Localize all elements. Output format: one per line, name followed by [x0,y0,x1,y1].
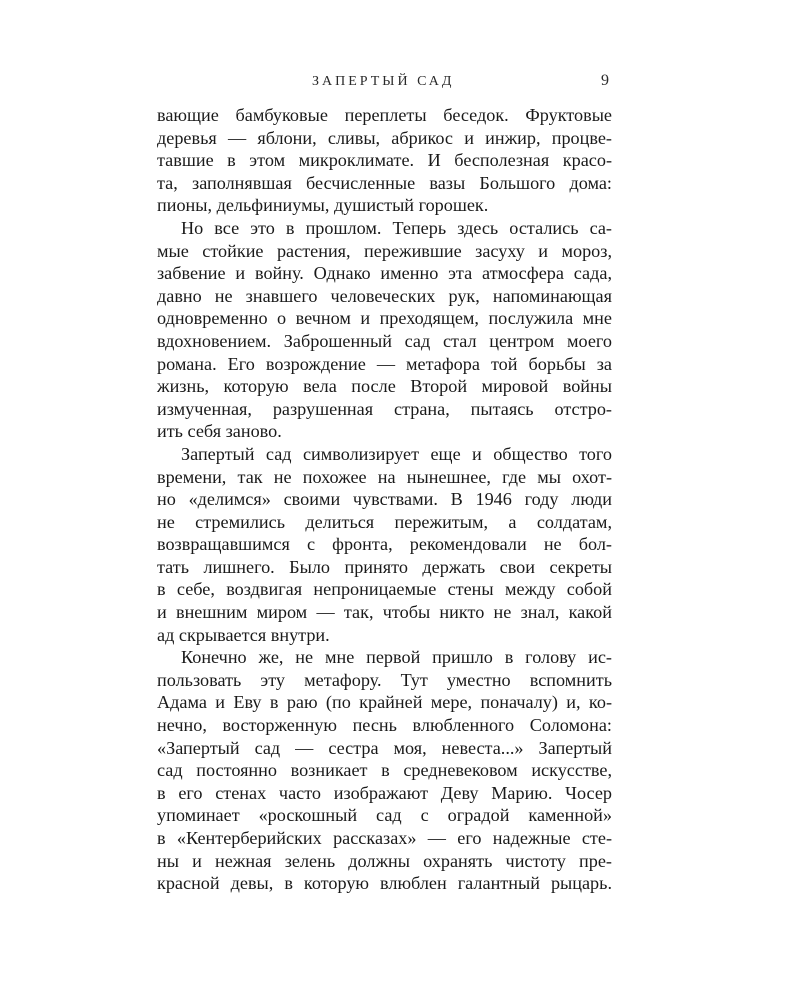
text-line: в его стенах часто изображают Деву Марию. Чосер [157,782,612,803]
text-line: забвение и войну. Однако именно эта атмосфера сада, [157,263,612,284]
text-line: упоминает «роскошный сад с оградой каменной» [157,805,612,826]
text-line: не стремились делиться пережитым, а солдатам, [157,511,612,532]
page-number: 9 [601,72,609,89]
text-line: ад скрывается внутри. [157,624,330,645]
text-line: Адама и Еву в раю (по крайней мере, поначалу) и, ко- [157,692,612,713]
text-line: вающие бамбуковые переплеты беседок. Фруктовые [157,105,612,125]
running-title: ЗАПЕРТЫЙ САД [312,74,455,89]
text-line: «Запертый сад — сестра моя, невеста...» Запертый [157,737,612,758]
text-line: тавшие в этом микроклимате. И бесполезная красо- [157,150,612,171]
text-line: Запертый сад символизирует еще и общество того [181,443,612,464]
text-line: в «Кентерберийских рассказах» — его надежные сте- [157,828,612,848]
text-line: вдохновением. Заброшенный сад стал центром моего [157,330,612,351]
text-line: та, заполнявшая бесчисленные вазы Большого дома: [157,172,612,193]
text-line: и внешним миром — так, чтобы никто не знал, какой [157,602,612,623]
body-text [157,104,612,895]
text-line: тать лишнего. Было принято держать свои секреты [157,556,612,577]
text-line: романа. Его возрождение — метафора той борьбы за [157,353,612,374]
text-line: красной девы, в которую влюблен галантный рыцарь. [157,873,612,894]
text-line: Но все это в прошлом. Теперь здесь остались са- [181,217,612,238]
text-line: деревья — яблони, сливы, абрикос и инжир, процве- [157,127,612,148]
text-line: возвращавшимся с фронта, рекомендовали не бол- [157,534,612,555]
text-line: Конечно же, не мне первой пришло в голову ис- [181,647,612,668]
text-line: сад постоянно возникает в средневековом искусстве, [157,760,612,781]
text-line: мые стойкие растения, пережившие засуху и мороз, [157,240,612,261]
text-line: в себе, воздвигая непроницаемые стены между собой [157,579,612,600]
text-line: давно не знавшего человеческих рук, напоминающая [157,285,612,306]
text-line: ить себя заново. [157,421,282,442]
text-line: времени, так не похожее на нынешнее, где мы охот- [157,466,612,487]
text-line: но «делимся» своими чувствами. В 1946 году люди [157,489,612,510]
text-line: ны и нежная зелень должны охранять чистоту пре- [157,850,612,871]
text-line: пионы, дельфиниумы, душистый горошек. [157,195,489,216]
text-line: измученная, разрушенная страна, пытаясь отстро- [157,398,612,419]
text-line: пользовать эту метафору. Тут уместно вспомнить [157,669,612,690]
text-line: нечно, восторженную песнь влюбленного Соломона: [157,715,612,736]
text-line: жизнь, которую вела после Второй мировой войны [157,376,612,397]
text-line: одновременно о вечном и преходящем, послужила мне [157,308,612,329]
